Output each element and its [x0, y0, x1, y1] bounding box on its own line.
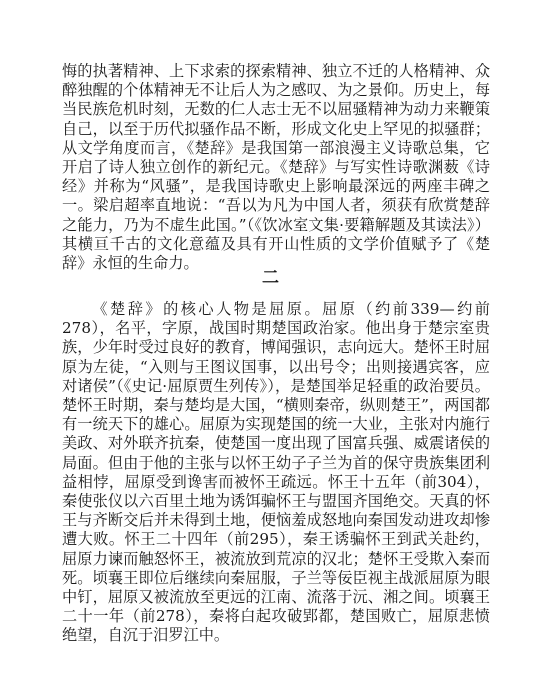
section-heading: 二: [262, 268, 279, 288]
body-paragraph: 悔的执著精神、上下求索的探索精神、独立不迁的人格精神、众醉独醒的个体精神无不让后人为之感叹、为之景仰。历史上，每当民族危机时刻，无数的仁人志士无不以屈骚精神为动力来鞭策自己，以至于历代拟骚作品不断，形成文化史上罕见的拟骚群；从文学角度而言，《楚辞》是我国第一部浪漫主义诗歌总集，它开启了诗人独立创作的新纪元。《楚辞》与写实性诗歌渊薮《诗经》并称为“风骚”，是我国诗歌史上影响最深远的两座丰碑之一。梁启超率直地说：“吾以为凡为中国人者，须获有欣赏楚辞之能力，乃为不虚生此国。”（《饮冰室文集·要籍解题及其读法》）其横亘千古的文化意蕴及具有开山性质的文学价值赋予了《楚辞》永恒的生命力。: [62, 62, 490, 273]
body-paragraph: 《楚辞》的核心人物是屈原。屈原（约前339—约前278），名平，字原，战国时期楚国政治家。他出身于楚宗室贵族，少年时受过良好的教育，博闻强识，志向远大。楚怀王时屈原为左徒，“入则与王图议国事，以出号令；出则接遇宾客，应对诸侯”（《史记·屈原贾生列传》），是楚国举足轻重的政治要员。楚怀王时期，秦与楚均是大国，“横则秦帝，纵则楚王”，两国都有一统天下的雄心。屈原为实现楚国的统一大业，主张对内施行美政、对外联齐抗秦，使楚国一度出现了国富兵强、威震诸侯的局面。但由于他的主张与以怀王幼子子兰为首的保守贵族集团利益相悖，屈原受到谗害而被怀王疏远。怀王十五年（前304），秦使张仪以六百里土地为诱饵骗怀王与盟国齐国绝交。天真的怀王与齐断交后并未得到土地，便恼羞成怒地向秦国发动进攻却惨遭大败。怀王二十四年（前295），秦王诱骗怀王到武关赴约，屈原力谏而触怒怀王，被流放到荒凉的汉北；楚怀王受欺入秦而死。顷襄王即位后继续向秦屈服，子兰等佞臣视主战派屈原为眼中钉，屈原又被流放至更远的江南、流落于沅、湘之间。顷襄王二十一年（前278），秦将白起攻破郢都，楚国败亡，屈原悲愤绝望，自沉于汨罗江中。: [62, 300, 490, 645]
